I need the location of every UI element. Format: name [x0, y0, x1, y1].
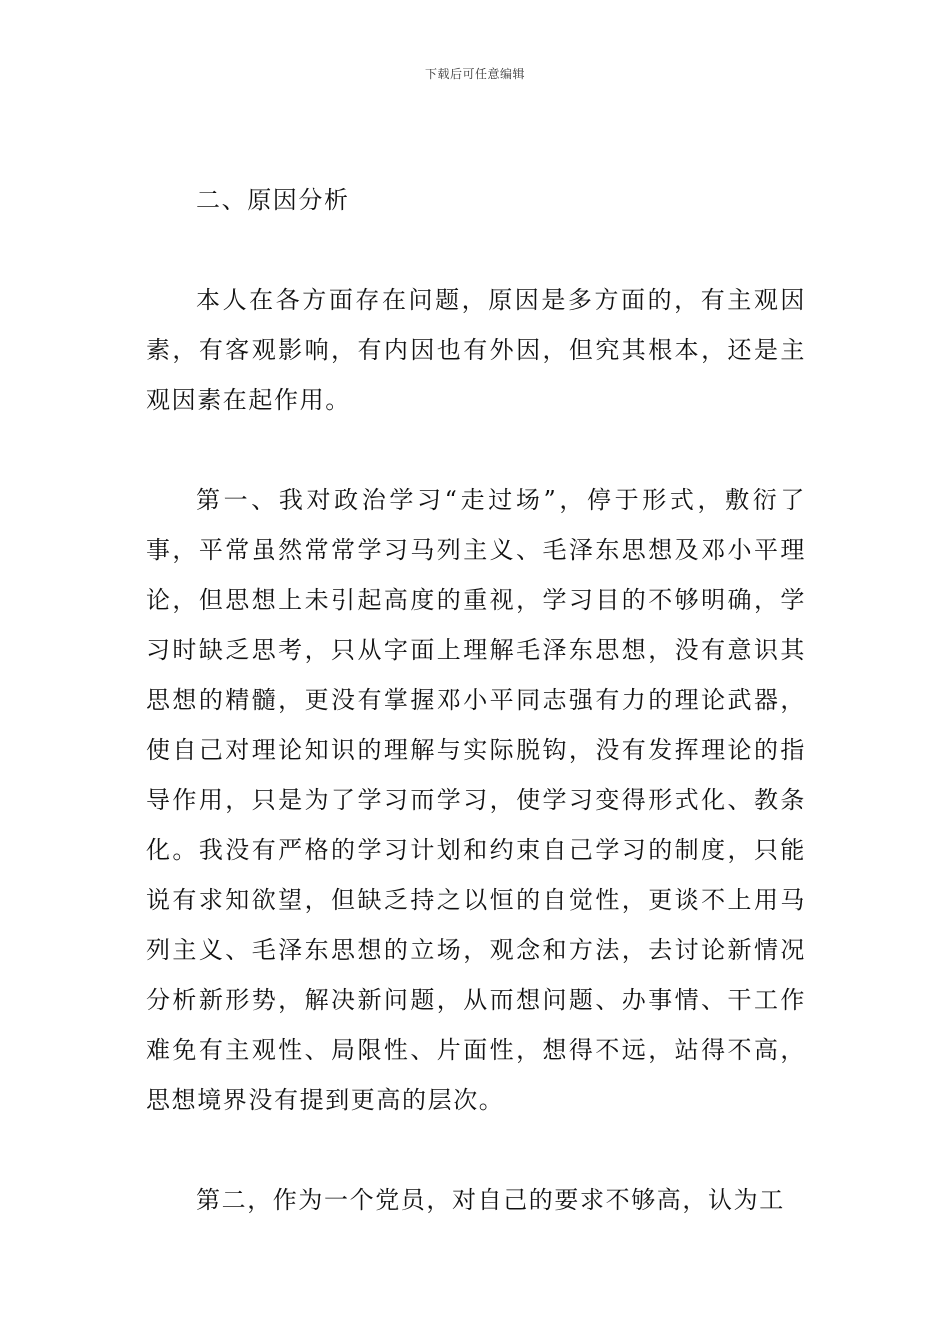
section-heading: 二、原因分析: [196, 186, 350, 214]
header-note: 下载后可任意编辑: [424, 67, 525, 81]
paragraph-gap: [146, 225, 806, 275]
paragraph-gap: [146, 1125, 806, 1175]
paragraph-gap: [146, 425, 806, 475]
paragraph-causes-intro: 本人在各方面存在问题，原因是多方面的，有主观因素，有客观影响，有内因也有外因，但究其根本，还是主观因素在起作用。: [146, 286, 806, 414]
document-body: [146, 175, 806, 1225]
paragraph-first-cause: 第一、我对政治学习“走过场”，停于形式，敷衍了事，平常虽然常常学习马列主义、毛泽东思想及邓小平理论，但思想上未引起高度的重视，学习目的不够明确，学习时缺乏思考，只从字面上理解毛泽东思想，没有意识其思想的精髓，更没有掌握邓小平同志强有力的理论武器，使自己对理论知识的理解与实际脱钩，没有发挥理论的指导作用，只是为了学习而学习，使学习变得形式化、教条化。我没有严格的学习计划和约束自己学习的制度，只能说有求知欲望，但缺乏持之以恒的自觉性，更谈不上用马列主义、毛泽东思想的立场，观念和方法，去讨论新情况分析新形势，解决新问题，从而想问题、办事情、干工作难免有主观性、局限性、片面性，想得不远，站得不高，思想境界没有提到更高的层次。: [146, 486, 806, 1114]
paragraph-second-cause: 第二，作为一个党员，对自己的要求不够高，认为工: [196, 1186, 785, 1214]
